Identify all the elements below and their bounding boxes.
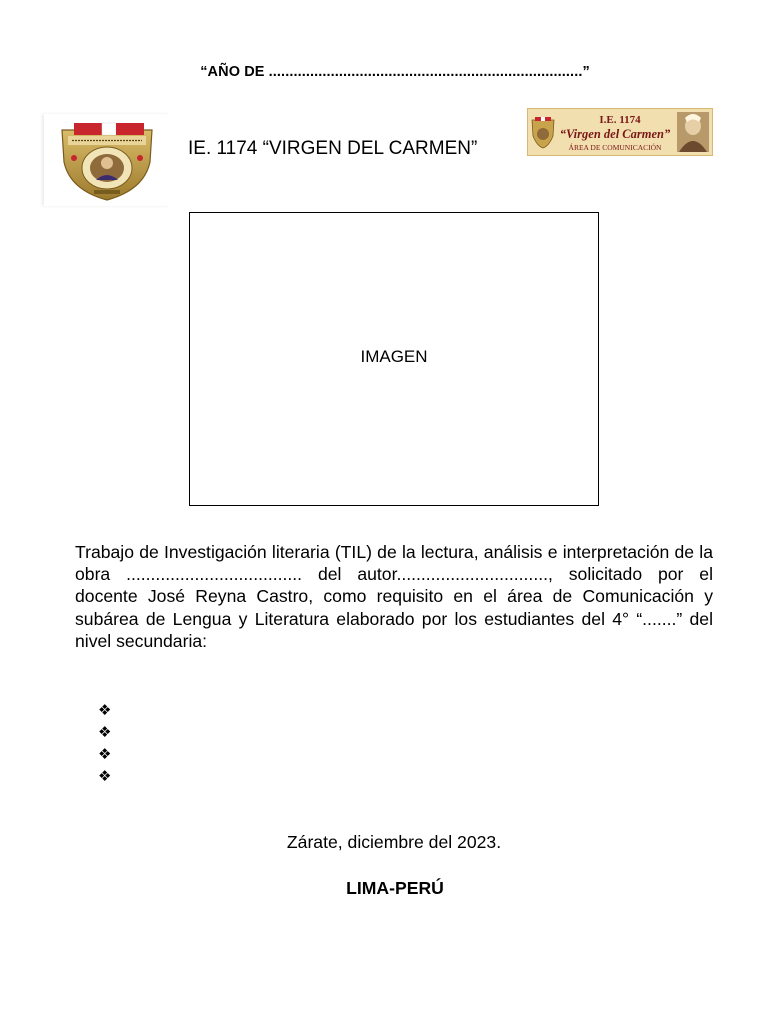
description-paragraph: Trabajo de Investigación literaria (TIL) de la lectura, análisis e interpretación de la obra .................................... del autor..............................., solicitado por el docente José Reyna Castro, como requisito en el área de Comunicación y subárea de Lengua y Literatura elaborado por los estudiantes del 4° “.......” del nivel secundaria: — [75, 542, 713, 651]
image-placeholder-label: IMAGEN — [360, 347, 428, 366]
banner-name: “Virgen del Carmen” — [559, 127, 671, 141]
student-bullet: ❖ — [98, 768, 112, 785]
school-crest-icon — [44, 114, 170, 206]
student-bullet: ❖ — [98, 746, 112, 763]
student-bullet: ❖ — [98, 724, 112, 741]
school-title: IE. 1174 “VIRGEN DEL CARMEN” — [188, 138, 478, 159]
image-placeholder-box — [189, 212, 599, 506]
city-label: LIMA-PERÚ — [346, 878, 444, 898]
school-banner-logo — [527, 108, 713, 156]
year-heading: “AÑO DE ............................................................................” — [200, 64, 590, 80]
banner-area: ÁREA DE COMUNICACIÓN — [568, 143, 662, 152]
school-crest-logo — [44, 114, 170, 206]
student-list — [98, 700, 111, 788]
banner-code: I.E. 1174 — [599, 114, 641, 126]
place-date: Zárate, diciembre del 2023. — [286, 832, 502, 852]
student-bullet: ❖ — [98, 702, 112, 719]
virgin-portrait-icon — [677, 112, 709, 152]
